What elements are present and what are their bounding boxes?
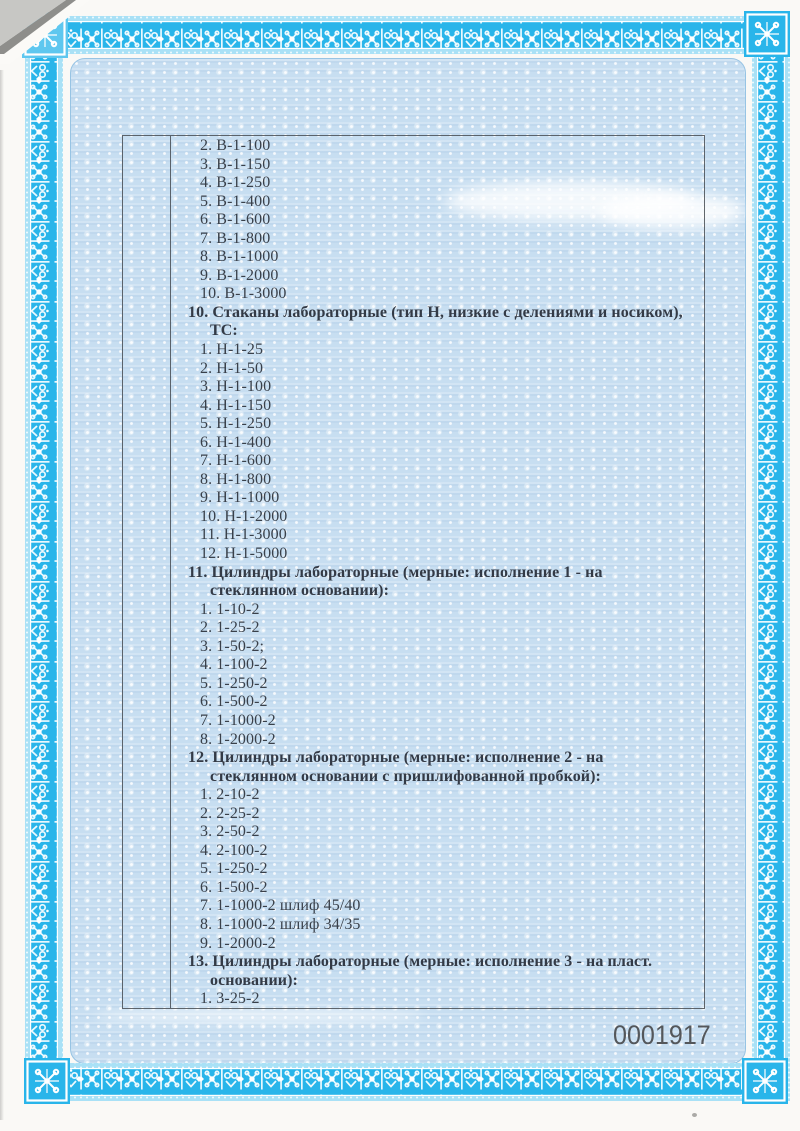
list-item: 2. 2-25-2 — [200, 804, 260, 822]
border-left-band — [25, 16, 63, 1101]
list-item: 8. 1-2000-2 — [200, 730, 276, 748]
list-item: 6. 1-500-2 — [200, 693, 268, 711]
list-item: 8. Н-1-800 — [200, 470, 272, 488]
list-item: 2. Н-1-50 — [200, 359, 264, 377]
list-item: 6. В-1-600 — [200, 211, 271, 229]
list-item: 4. 1-100-2 — [200, 656, 268, 674]
list-item: 5. 1-250-2 — [200, 860, 268, 878]
list-item: 3. Н-1-100 — [200, 378, 272, 396]
section-heading: основании): — [210, 971, 298, 989]
list-item: 10. Н-1-2000 — [200, 507, 288, 525]
list-item: 7. 1-1000-2 шлиф 45/40 — [200, 897, 361, 915]
section-heading: 13. Цилиндры лабораторные (мерные: исполнение 3 - на пласт. — [188, 953, 653, 971]
section-heading: стеклянном основании): — [210, 582, 390, 600]
corner-rosette-top-right-icon — [744, 11, 790, 57]
border-right-band — [752, 16, 790, 1101]
list-item: 5. Н-1-250 — [200, 415, 272, 433]
corner-rosette-bottom-left-icon — [24, 1058, 70, 1104]
corner-rosette-bottom-right-icon — [742, 1058, 788, 1104]
list-item: 8. 1-1000-2 шлиф 34/35 — [200, 915, 361, 933]
list-item: 8. В-1-1000 — [200, 248, 279, 266]
list-item: 2. 1-25-2 — [200, 619, 260, 637]
list-item: 3. 1-50-2; — [200, 637, 265, 655]
section-heading: 10. Стаканы лабораторные (тип Н, низкие с делениями и носиком), — [188, 303, 683, 321]
border-top-band — [24, 16, 790, 54]
border-bottom-band — [24, 1063, 790, 1101]
list-item: 12. Н-1-5000 — [200, 545, 288, 563]
list-item: 1. Н-1-25 — [200, 341, 264, 359]
list-item: 6. Н-1-400 — [200, 433, 272, 451]
list-item: 2. В-1-100 — [200, 137, 271, 154]
list-item: 9. Н-1-1000 — [200, 489, 280, 507]
serial-number: 0001917 — [613, 1020, 711, 1050]
section-heading: ТС: — [210, 322, 238, 340]
list-item: 10. В-1-3000 — [200, 285, 287, 303]
scan-speck — [692, 1113, 697, 1117]
list-item: 9. 1-2000-2 — [200, 934, 276, 952]
scan-edge-shadow — [0, 70, 4, 1120]
list-item: 7. В-1-800 — [200, 229, 271, 247]
list-item: 3. 2-50-2 — [200, 823, 260, 841]
list-item: 11. Н-1-3000 — [200, 526, 287, 544]
section-heading: 12. Цилиндры лабораторные (мерные: исполнение 2 - на — [188, 749, 604, 767]
list-item: 7. Н-1-600 — [200, 452, 272, 470]
list-item: 9. В-1-2000 — [200, 266, 279, 284]
section-heading: стеклянном основании с пришлифованной пробкой): — [210, 767, 601, 785]
list-item: 1. 2-10-2 — [200, 786, 260, 804]
list-item: 5. 1-250-2 — [200, 674, 268, 692]
list-item: 4. В-1-250 — [200, 174, 271, 192]
section-heading: 11. Цилиндры лабораторные (мерные: исполнение 1 - на — [188, 563, 603, 581]
list-item: 6. 1-500-2 — [200, 878, 268, 896]
list-item: 1. 1-10-2 — [200, 600, 260, 618]
list-item: 4. Н-1-150 — [200, 396, 272, 414]
list-item: 1. 3-25-2 — [200, 990, 260, 1008]
list-item: 7. 1-1000-2 — [200, 711, 276, 729]
list-item: 4. 2-100-2 — [200, 841, 268, 859]
list-item: 5. В-1-400 — [200, 192, 271, 210]
list-item: 3. В-1-150 — [200, 155, 271, 173]
